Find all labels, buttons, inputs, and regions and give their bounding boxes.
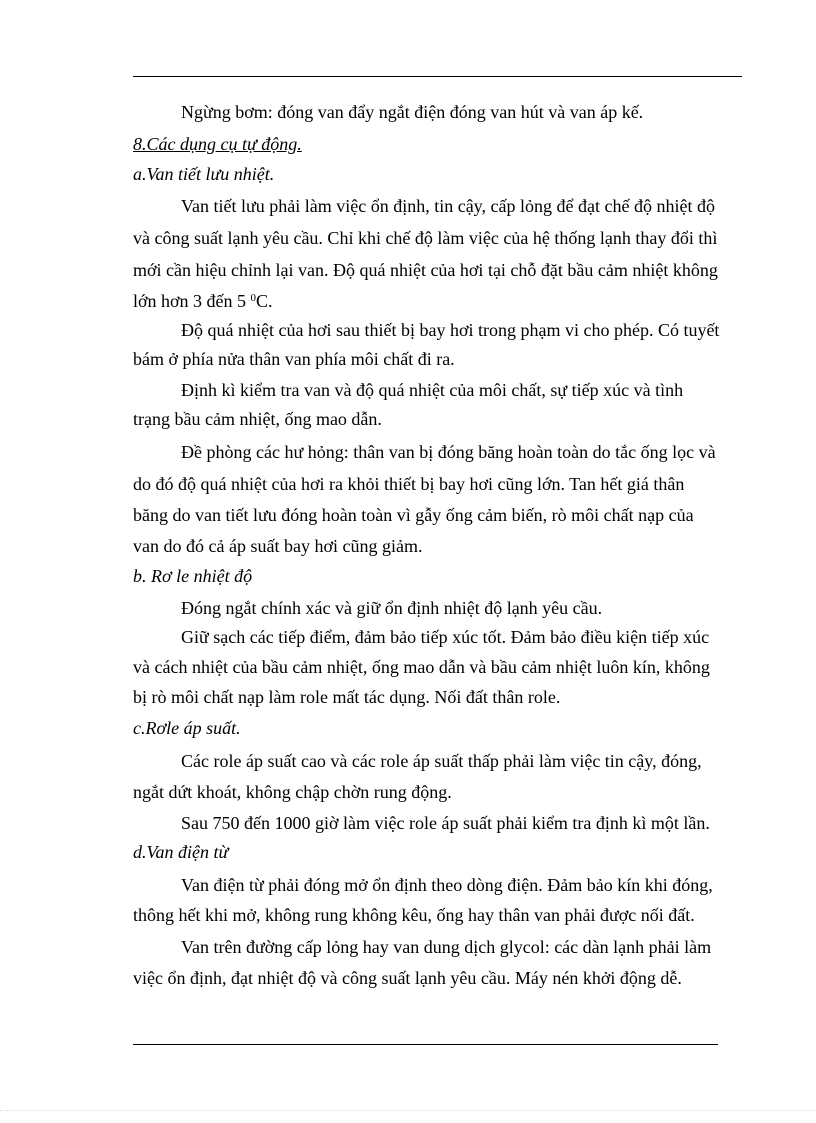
section-heading: 8.Các dụng cụ tự động. [133,134,302,154]
paragraph-line: Độ quá nhiệt của hơi sau thiết bị bay hơi trong phạm vi cho phép. Có tuyết [181,320,720,340]
paragraph-line: van do đó cả áp suất bay hơi cũng giảm. [133,536,423,556]
footer-rule [133,1044,718,1045]
paragraph-line: do đó độ quá nhiệt của hơi ra khỏi thiết bị bay hơi cũng lớn. Tan hết giá thân [133,474,685,494]
subsection-heading: c.Rơle áp suất. [133,718,241,738]
paragraph-line [133,289,273,313]
subsection-heading: a.Van tiết lưu nhiệt. [133,164,275,184]
line-text: C. [256,291,273,311]
subsection-heading: d.Van điện từ [133,842,229,862]
paragraph-line: thông hết khi mở, không rung không kêu, ống hay thân van phải được nối đất. [133,905,695,925]
header-rule [133,76,742,77]
paragraph-line: Đề phòng các hư hỏng: thân van bị đóng băng hoàn toàn do tắc ống lọc và [181,442,716,462]
paragraph-line: mới cần hiệu chỉnh lại van. Độ quá nhiệt của hơi tại chỗ đặt bầu cảm nhiệt không [133,260,718,280]
paragraph-line: Đóng ngắt chính xác và giữ ổn định nhiệt độ lạnh yêu cầu. [181,598,603,618]
paragraph-line: băng do van tiết lưu đóng hoàn toàn vì gẫy ống cảm biến, rò môi chất nạp của [133,505,694,525]
superscript-degree: 0 [250,292,257,304]
paragraph-line: bám ở phía nửa thân van phía môi chất đi ra. [133,349,455,369]
paragraph-line: Ngừng bơm: đóng van đẩy ngắt điện đóng van hút và van áp kế. [181,102,644,122]
paragraph-line: việc ổn định, đạt nhiệt độ và công suất lạnh yêu cầu. Máy nén khởi động dễ. [133,968,682,988]
paragraph-line: trạng bầu cảm nhiệt, ống mao dẫn. [133,409,382,429]
paragraph-line: ngắt dứt khoát, không chập chờn rung động. [133,782,452,802]
paragraph-line: bị rò môi chất nạp làm role mất tác dụng. Nối đất thân role. [133,687,561,707]
subsection-heading: b. Rơ le nhiệt độ [133,566,253,586]
line-text: lớn hơn 3 đến 5 [133,291,251,311]
paragraph-line: và công suất lạnh yêu cầu. Chỉ khi chế độ làm việc của hệ thống lạnh thay đổi thì [133,228,718,248]
paragraph-line: và cách nhiệt của bầu cảm nhiệt, ống mao dẫn và bầu cảm nhiệt luôn kín, không [133,657,710,677]
paragraph-line: Giữ sạch các tiếp điểm, đảm bảo tiếp xúc tốt. Đảm bảo điều kiện tiếp xúc [181,627,710,647]
paragraph-line: Van trên đường cấp lỏng hay van dung dịch glycol: các dàn lạnh phải làm [181,937,712,957]
paragraph-line: Định kì kiểm tra van và độ quá nhiệt của môi chất, sự tiếp xúc và tình [181,380,684,400]
paragraph-line: Van tiết lưu phải làm việc ổn định, tin cậy, cấp lỏng để đạt chế độ nhiệt độ [181,196,715,216]
page-edge-divider [0,1110,816,1111]
paragraph-line: Các role áp suất cao và các role áp suất thấp phải làm việc tin cậy, đóng, [181,751,702,771]
paragraph-line: Sau 750 đến 1000 giờ làm việc role áp suất phải kiểm tra định kì một lần. [181,813,710,833]
paragraph-line: Van điện từ phải đóng mở ổn định theo dòng điện. Đảm bảo kín khi đóng, [181,875,713,895]
